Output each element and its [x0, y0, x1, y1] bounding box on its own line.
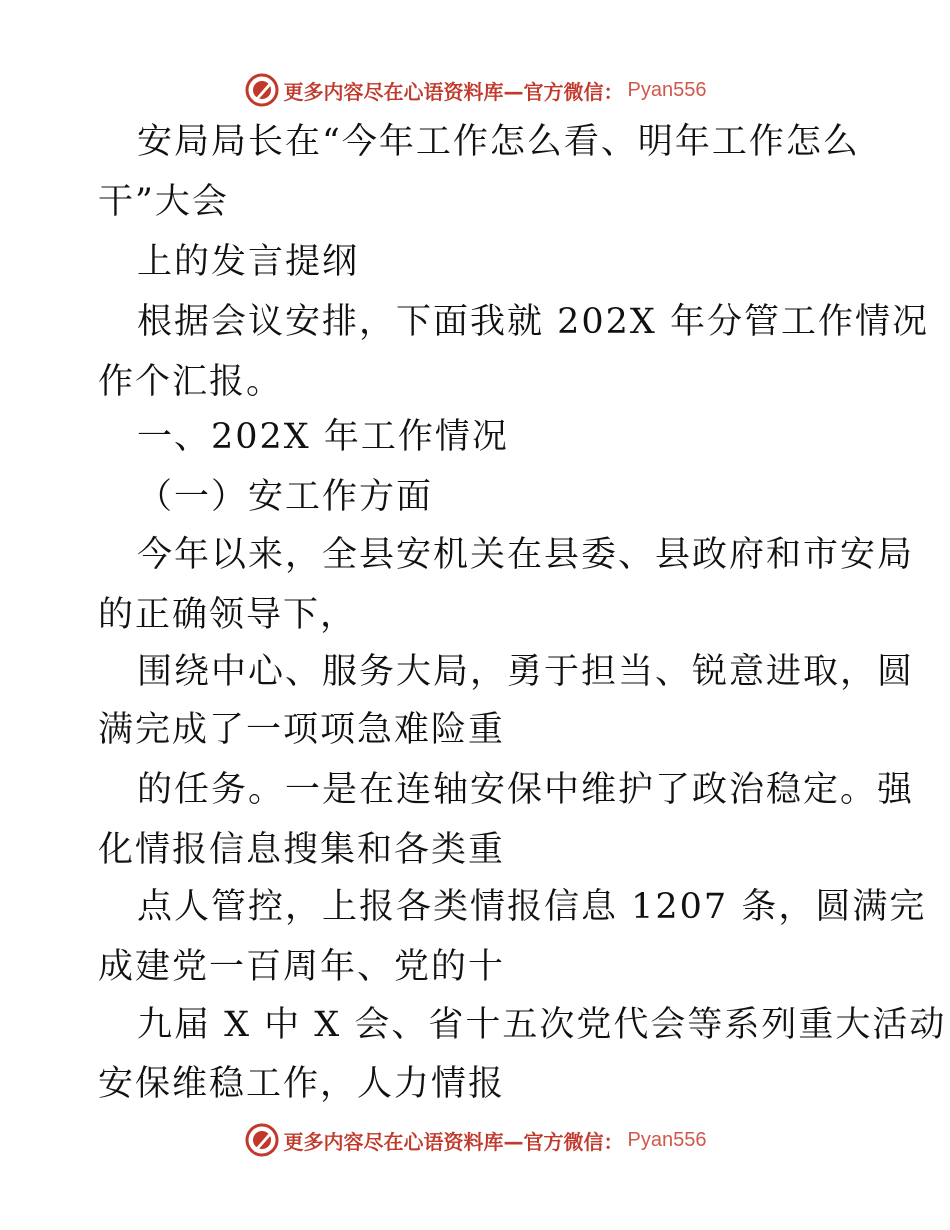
- doc-line: 干”大会: [98, 182, 229, 222]
- doc-line: 化情报信息搜集和各类重: [98, 830, 506, 870]
- banner-text: 更多内容尽在心语资料库—官方微信：: [283, 1129, 624, 1154]
- doc-line: 作个汇报。: [98, 362, 284, 402]
- doc-line: 的任务。一是在连轴安保中维护了政治稳定。强: [137, 770, 915, 810]
- doc-line: 满完成了一项项急难险重: [98, 710, 506, 750]
- doc-line: 成建党一百周年、党的十: [98, 947, 506, 987]
- doc-line: 上的发言提纲: [137, 242, 360, 282]
- banner-wechat-id: Pyan556: [627, 1128, 707, 1151]
- pen-logo-icon: [244, 1122, 280, 1158]
- doc-line: 一、202X 年工作情况: [137, 417, 509, 457]
- pen-logo-icon: [244, 72, 280, 108]
- doc-line: 今年以来，全县安机关在县委、县政府和市安局: [137, 535, 915, 575]
- doc-line: （一）安工作方面: [137, 477, 434, 517]
- doc-line: 安保维稳工作，人力情报: [98, 1064, 506, 1104]
- doc-line: 九届 X 中 X 会、省十五次党代会等系列重大活动: [137, 1005, 947, 1045]
- doc-line: 安局局长在“今年工作怎么看、明年工作怎么: [137, 122, 860, 162]
- banner-wechat-id: Pyan556: [627, 78, 707, 101]
- doc-line: 围绕中心、服务大局，勇于担当、锐意进取，圆: [137, 652, 915, 692]
- banner-text: 更多内容尽在心语资料库—官方微信：: [283, 79, 624, 104]
- footer-banner: [0, 1120, 950, 1160]
- doc-line: 点人管控，上报各类情报信息 1207 条，圆满完: [137, 887, 927, 927]
- doc-line: 根据会议安排，下面我就 202X 年分管工作情况: [137, 302, 929, 342]
- doc-line: 的正确领导下，: [98, 595, 358, 635]
- header-banner: [0, 70, 950, 110]
